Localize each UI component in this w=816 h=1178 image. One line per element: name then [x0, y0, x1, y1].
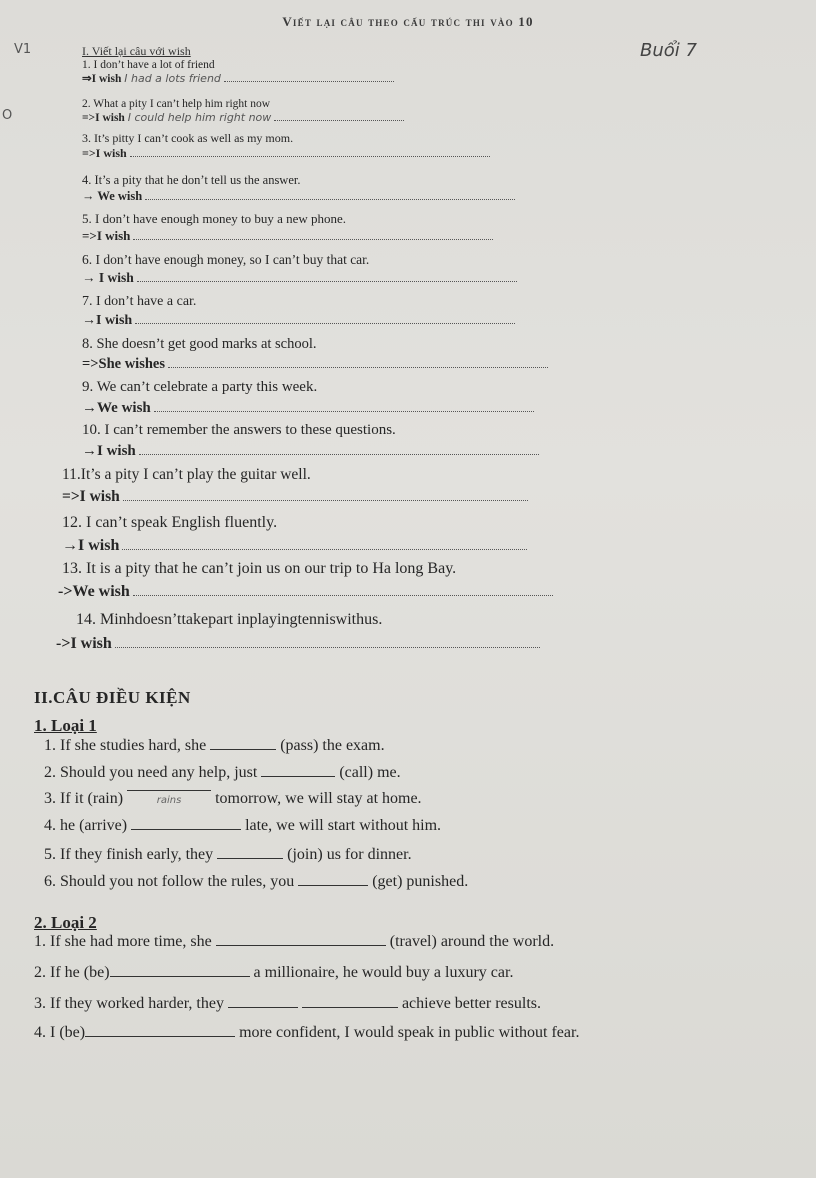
handwritten-note: Buổi 7	[640, 40, 697, 61]
answer-line[interactable]	[82, 188, 622, 204]
handwritten-answer: I had a lots friend	[124, 72, 221, 85]
type1-line-3	[44, 790, 422, 808]
wish-item-3	[62, 131, 622, 161]
type1-line-1	[44, 737, 385, 755]
answer-stem: →We wish	[82, 400, 151, 416]
answer-line[interactable]	[82, 441, 622, 462]
type2-line-3	[34, 995, 541, 1013]
question-text: 4. It’s a pity that he don’t tell us the answer.	[82, 173, 301, 187]
wish-item-5	[62, 210, 622, 244]
answer-stem: → We wish	[82, 189, 143, 203]
sentence-end: a millionaire, he would buy a luxury car.	[249, 964, 514, 981]
sentence-end: tomorrow, we will stay at home.	[211, 790, 422, 807]
wish-item-9	[62, 377, 622, 419]
sentence-end: (join) us for dinner.	[283, 846, 412, 863]
wish-item-10	[62, 420, 622, 462]
answer-stem: =>She wishes	[82, 356, 165, 372]
sentence-end: (pass) the exam.	[276, 737, 385, 754]
question-text: 12. I can’t speak English fluently.	[62, 514, 278, 531]
question-text: 6. I don’t have enough money, so I can’t buy that car.	[82, 252, 370, 267]
type2-line-2	[34, 964, 513, 982]
sentence-start: 6. Should you not follow the rules, you	[44, 873, 299, 890]
answer-line[interactable]	[82, 72, 622, 86]
answer-stem: =>I wish	[62, 488, 120, 505]
answer-blank[interactable]	[110, 976, 250, 977]
question-text: 5. I don’t have enough money to buy a new phone.	[82, 211, 347, 226]
answer-line[interactable]	[82, 146, 622, 161]
wish-item-2	[62, 97, 622, 125]
sentence-end: (call) me.	[335, 764, 401, 781]
question-text: 7. I don’t have a car.	[82, 294, 197, 309]
answer-line[interactable]	[82, 227, 622, 244]
wish-item-7	[62, 292, 622, 330]
subsection-heading-type1: 1. Loại 1	[34, 716, 97, 735]
question-text: 10. I can’t remember the answers to these questions.	[82, 422, 396, 438]
wish-item-11	[62, 464, 622, 508]
wish-item-12	[62, 511, 622, 557]
answer-line[interactable]	[82, 111, 622, 125]
answer-stem: →I wish	[82, 443, 136, 459]
answer-blank[interactable]	[298, 885, 368, 886]
answer-stem: =>I wish	[82, 112, 125, 124]
question-text: 1. I don’t have a lot of friend	[82, 59, 215, 71]
answer-stem: ->I wish	[56, 635, 112, 652]
answer-line[interactable]	[82, 398, 622, 419]
answer-line[interactable]	[82, 354, 622, 374]
type2-line-4	[34, 1024, 579, 1042]
wish-item-8	[62, 334, 622, 374]
sentence-start: 4. I (be)	[34, 1024, 86, 1041]
sentence-end: (travel) around the world.	[385, 933, 555, 950]
answer-stem: =>I wish	[82, 146, 127, 160]
answer-blank[interactable]	[217, 858, 283, 859]
answer-line[interactable]	[56, 632, 622, 656]
answer-line[interactable]	[62, 486, 622, 508]
page-title: Viết lại câu theo cấu trúc thi vào 10	[282, 14, 534, 29]
sentence-end: late, we will start without him.	[241, 817, 442, 834]
subsection-heading-type2: 2. Loại 2	[34, 913, 97, 932]
section-heading-wish: I. Viết lại câu với wish	[82, 44, 191, 58]
sentence-start: 1. If she studies hard, she	[44, 737, 211, 754]
answer-stem: →I wish	[82, 313, 133, 328]
margin-mark: V1	[14, 42, 32, 57]
question-text: 8. She doesn’t get good marks at school.	[82, 336, 317, 352]
sentence-start: 5. If they finish early, they	[44, 846, 218, 863]
answer-stem: ->We wish	[58, 583, 130, 600]
handwritten-answer: rains	[156, 795, 182, 806]
type1-line-6	[44, 873, 468, 891]
question-text: 2. What a pity I can’t help him right now	[82, 98, 271, 110]
type2-line-1	[34, 933, 554, 951]
answer-blank[interactable]	[228, 1007, 298, 1008]
sentence-end: more confident, I would speak in public without fear.	[235, 1024, 580, 1041]
question-text: 3. It’s pitty I can’t cook as well as my mom.	[82, 131, 294, 145]
wish-item-4	[62, 172, 622, 204]
answer-line[interactable]	[82, 269, 622, 287]
question-text: 9. We can’t celebrate a party this week.	[82, 379, 318, 395]
answer-blank[interactable]	[85, 1036, 235, 1037]
section-heading-conditional: II.CÂU ĐIỀU KIỆN	[34, 688, 191, 707]
question-text: 11.It’s a pity I can’t play the guitar well.	[62, 466, 311, 483]
answer-stem: ⇒I wish	[82, 73, 122, 85]
answer-line[interactable]	[62, 534, 622, 557]
answer-stem: =>I wish	[82, 228, 131, 243]
sentence-start: 1. If she had more time, she	[34, 933, 216, 950]
margin-mark: O	[2, 108, 13, 123]
sentence-end: (get) punished.	[368, 873, 469, 890]
sentence-start: 4. he (arrive)	[44, 817, 132, 834]
sentence-start: 3. If they worked harder, they	[34, 995, 228, 1012]
wish-item-1	[62, 58, 622, 86]
sentence-start: 2. If he (be)	[34, 964, 110, 981]
sentence-start: 2. Should you need any help, just	[44, 764, 262, 781]
answer-stem: →I wish	[62, 537, 120, 554]
answer-stem: → I wish	[82, 270, 134, 285]
type1-line-4	[44, 817, 441, 835]
answer-line[interactable]	[58, 580, 622, 603]
answer-blank[interactable]	[131, 829, 241, 830]
type1-line-2	[44, 764, 401, 782]
answer-blank[interactable]	[210, 749, 276, 750]
question-text: 14. Minhdoesn’ttakepart inplayingtenniswithus.	[76, 611, 383, 628]
type1-line-5	[44, 846, 412, 864]
answer-blank[interactable]	[261, 776, 335, 777]
answer-line[interactable]	[82, 311, 622, 330]
wish-item-6	[62, 251, 622, 287]
wish-item-13	[58, 557, 622, 603]
answer-blank[interactable]	[127, 790, 211, 806]
sentence-start: 3. If it (rain)	[44, 790, 128, 807]
handwritten-answer: I could help him right now	[127, 111, 272, 124]
wish-item-14	[56, 608, 622, 656]
question-text: 13. It is a pity that he can’t join us on our trip to Ha long Bay.	[62, 560, 457, 577]
answer-blank[interactable]	[216, 945, 386, 946]
answer-blank[interactable]	[302, 1007, 398, 1008]
sentence-end: achieve better results.	[397, 995, 541, 1012]
